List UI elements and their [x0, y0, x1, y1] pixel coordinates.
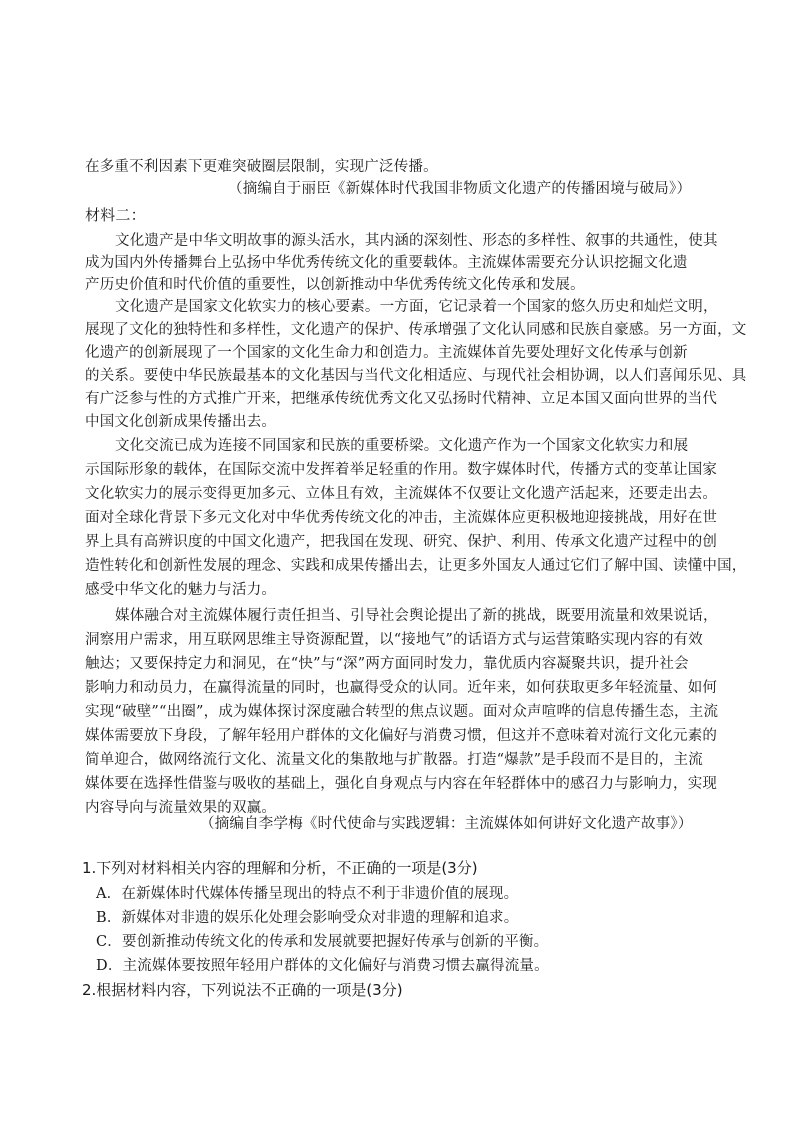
paragraph-4-line-8: 媒体要在选择性借鉴与吸收的基础上，强化自身观点与内容在年轻群体中的感召力与影响力，实现 [85, 776, 718, 792]
paragraph-4-line-3: 触达；又要保持定力和洞见，在“快”与“深”两方面同时发力，靠优质内容凝聚共识，提升社会 [85, 656, 689, 672]
paragraph-3-line-4: 面对全球化背景下多元文化对中华优秀传统文化的冲击，主流媒体应更积极地迎接挑战，用好在世 [85, 510, 718, 526]
paragraph-3-line-7: 感受中华文化的魅力与活力。 [85, 582, 277, 598]
paragraph-2-line-3: 化遗产的创新展现了一个国家的文化生命力和创造力。主流媒体首先要处理好文化传承与创新 [85, 345, 688, 361]
paragraph-2-line-5: 有广泛参与性的方式推广开来，把继承传统优秀文化又弘扬时代精神、立足本国又面向世界的当代 [85, 391, 718, 407]
paragraph-4-line-6: 媒体需要放下身段，了解年轻用户群体的文化偏好与消费习惯，但这并不意味着对流行文化元素的 [85, 728, 718, 744]
question-1-option-d: D．主流媒体要按照年轻用户群体的文化偏好与消费习惯去赢得流量。 [96, 958, 549, 974]
paragraph-4-line-4: 影响力和动员力，在赢得流量的同时，也赢得受众的认同。近年来，如何获取更多年轻流量、如何 [85, 680, 718, 696]
intro-tail-line: 在多重不利因素下更难突破圈层限制，实现广泛传播。 [85, 159, 438, 175]
paragraph-4-line-1: 媒体融合对主流媒体履行责任担当、引导社会舆论提出了新的挑战，既要用流量和效果说话， [115, 608, 718, 624]
paragraph-2-line-6: 中国文化创新成果传播出去。 [85, 414, 277, 430]
paragraph-1-line-2: 成为国内外传播舞台上弘扬中华优秀传统文化的重要载体。主流媒体需要充分认识挖掘文化遗 [85, 255, 688, 271]
paragraph-4-line-9: 内容导向与流量效果的双赢。 [85, 800, 277, 816]
paragraph-2-line-2: 展现了文化的独特性和多样性，文化遗产的保护、传承增强了文化认同感和民族自豪感。另一方面，文 [85, 322, 747, 338]
question-1-option-b: B．新媒体对非遗的娱乐化处理会影响受众对非遗的理解和追求。 [96, 910, 519, 926]
paragraph-1-line-1: 文化遗产是中华文明故事的源头活水，其内涵的深刻性、形态的多样性、叙事的共通性，使其 [115, 233, 718, 249]
question-1-option-a: A．在新媒体时代媒体传播呈现出的特点不利于非遗价值的展现。 [96, 886, 519, 902]
question-1-stem: 1.下列对材料相关内容的理解和分析，不正确的一项是(3分) [82, 859, 478, 877]
source-citation-1: （摘编自于丽臣《新媒体时代我国非物质文化遗产的传播困境与破局》） [228, 181, 692, 197]
paragraph-3-line-2: 示国际形象的载体，在国际交流中发挥着举足轻重的作用。数字媒体时代，传播方式的变革让国家 [85, 462, 718, 478]
paragraph-3-line-5: 界上具有高辨识度的中国文化遗产，把我国在发现、研究、保护、利用、传承文化遗产过程中的创 [85, 534, 718, 550]
paragraph-2-line-4: 的关系。要使中华民族最基本的文化基因与当代文化相适应、与现代社会相协调，以人们喜闻乐见、具 [85, 368, 747, 384]
paragraph-4-line-2: 洞察用户需求，用互联网思维主导资源配置，以“接地气”的话语方式与运营策略实现内容的有效 [85, 632, 703, 648]
paragraph-3-line-6: 造性转化和创新性发展的理念、实践和成果传播出去，让更多外国友人通过它们了解中国、读懂中国， [85, 558, 747, 574]
paragraph-3-line-3: 文化软实力的展示变得更加多元、立体且有效，主流媒体不仅要让文化遗产活起来，还要走出去。 [85, 486, 718, 502]
material-2-heading: 材料二： [85, 206, 146, 224]
paragraph-2-line-1: 文化遗产是国家文化软实力的核心要素。一方面，它记录着一个国家的悠久历史和灿烂文明， [115, 299, 718, 315]
paragraph-4-line-7: 简单迎合，做网络流行文化、流量文化的集散地与扩散器。打造“爆款”是手段而不是目的，主流 [85, 752, 703, 768]
paragraph-3-line-1: 文化交流已成为连接不同国家和民族的重要桥梁。文化遗产作为一个国家文化软实力和展 [115, 438, 689, 454]
paragraph-1-line-3: 产历史价值和时代价值的重要性，以创新推动中华优秀传统文化传承和发展。 [85, 277, 585, 293]
paragraph-4-line-5: 实现“破壁”“出圈”，成为媒体探讨深度融合转型的焦点议题。面对众声喧哗的信息传播生态，主流 [85, 704, 719, 720]
question-2-stem: 2.根据材料内容，下列说法不正确的一项是(3分) [82, 981, 403, 999]
question-1-option-c: C．要创新推动传统文化的传承和发展就要把握好传承与创新的平衡。 [96, 934, 549, 950]
source-citation-2: （摘编自李学梅《时代使命与实践逻辑：主流媒体如何讲好文化遗产故事》） [200, 816, 693, 832]
